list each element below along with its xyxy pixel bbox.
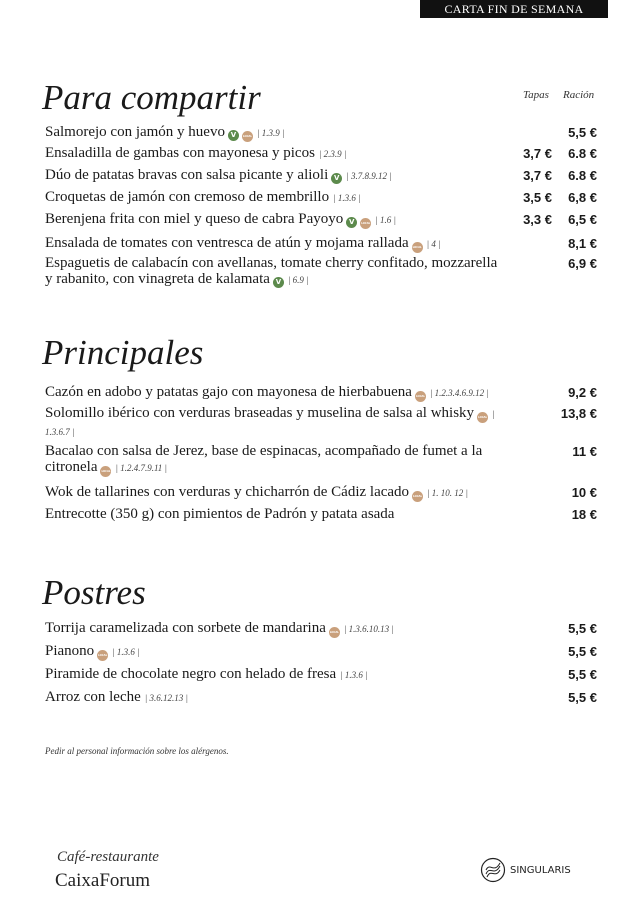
price-racion: 11 € <box>572 444 597 459</box>
price-racion: 6,9 € <box>568 256 597 271</box>
menu-item <box>45 620 505 638</box>
local-product-icon: LOCAL <box>329 627 340 638</box>
menu-item <box>45 384 505 402</box>
price-racion: 5,5 € <box>568 125 597 140</box>
item-name: Berenjena frita con miel y queso de cabra Payoyo <box>45 211 344 227</box>
item-name: Pianono <box>45 643 95 659</box>
local-product-icon: LOCAL <box>242 131 253 142</box>
menu-item <box>45 189 505 206</box>
menu-item <box>45 666 505 683</box>
vegetarian-icon: V <box>273 277 284 288</box>
item-name: Solomillo ibérico con verduras braseadas y muselina de salsa al whisky <box>45 405 475 421</box>
local-product-icon: LOCAL <box>412 242 423 253</box>
menu-item <box>45 484 505 502</box>
item-name: Piramide de chocolate negro con helado de fresa <box>45 666 337 682</box>
price-racion: 9,2 € <box>568 385 597 400</box>
menu-item <box>45 643 505 661</box>
item-allergens: | 1.3.6 | <box>333 193 361 203</box>
item-name: Espaguetis de calabacín con avellanas, tomate cherry confitado, mozzarella y rabanito, con vinagreta de kalamata <box>45 255 498 287</box>
menu-item <box>45 167 505 184</box>
item-name: Arroz con leche <box>45 689 141 705</box>
item-allergens: | 1.3.6.7 | <box>45 409 495 437</box>
local-product-icon: LOCAL <box>97 650 108 661</box>
vegetarian-icon: V <box>346 217 357 228</box>
price-tapas: 3,7 € <box>523 146 552 161</box>
item-allergens: | 6.9 | <box>287 275 309 285</box>
price-racion: 6,5 € <box>568 212 597 227</box>
item-allergens: | 1.6 | <box>375 215 396 225</box>
price-racion: 8,1 € <box>568 236 597 251</box>
price-racion: 5,5 € <box>568 644 597 659</box>
item-name: Dúo de patatas bravas con salsa picante y alioli <box>45 167 329 183</box>
local-product-icon: LOCAL <box>477 412 488 423</box>
menu-item <box>45 443 505 477</box>
item-allergens: | 1.3.9 | <box>256 128 285 138</box>
menu-item <box>45 506 505 522</box>
item-name: Ensaladilla de gambas con mayonesa y picos <box>45 145 315 161</box>
price-tapas: 3,7 € <box>523 168 552 183</box>
item-allergens: | 2.3.9 | <box>318 149 347 159</box>
item-name: Wok de tallarines con verduras y chicharrón de Cádiz lacado <box>45 484 410 500</box>
section-title: Principales <box>42 333 204 372</box>
item-allergens: | 3.7.8.9.12 | <box>346 171 392 181</box>
column-tapas: Tapas <box>523 89 549 101</box>
price-racion: 13,8 € <box>560 406 597 421</box>
price-racion: 18 € <box>571 507 597 522</box>
local-product-icon: LOCAL <box>100 466 111 477</box>
menu-header-label: CARTA FIN DE SEMANA <box>420 0 608 18</box>
price-racion: 6.8 € <box>568 168 597 183</box>
partner-name: SINGULARIS <box>510 864 571 876</box>
item-name: Salmorejo con jamón y huevo <box>45 124 225 140</box>
brand-logo: CaixaForum <box>55 870 150 891</box>
item-name: Croquetas de jamón con cremoso de membrillo <box>45 189 330 205</box>
item-name: Cazón en adobo y patatas gajo con mayonesa de hierbabuena <box>45 384 412 400</box>
section-title: Postres <box>42 573 146 612</box>
item-allergens: | 1.3.6 | <box>340 670 368 680</box>
item-name: Entrecotte (350 g) con pimientos de Padrón y patata asada <box>45 506 395 522</box>
menu-item <box>45 235 505 253</box>
price-tapas: 3,3 € <box>523 212 552 227</box>
section-title: Para compartir <box>42 78 261 117</box>
item-allergens: | 1.3.6 | <box>112 647 140 657</box>
price-racion: 5,5 € <box>568 667 597 682</box>
item-name: Bacalao con salsa de Jerez, base de espinacas, acompañado de fumet a la citronela <box>45 443 483 475</box>
cafe-label: Café-restaurante <box>57 849 159 865</box>
item-allergens: | 3.6.12.13 | <box>144 693 188 703</box>
item-name: Ensalada de tomates con ventresca de atún y mojama rallada <box>45 235 409 251</box>
item-allergens: | 1.3.6.10.13 | <box>343 624 394 634</box>
item-allergens: | 4 | <box>426 239 441 249</box>
singularis-icon <box>480 857 506 883</box>
price-tapas: 3,5 € <box>523 190 552 205</box>
menu-item <box>45 405 505 440</box>
menu-item <box>45 145 505 162</box>
menu-item <box>45 124 505 142</box>
local-product-icon: LOCAL <box>412 491 423 502</box>
allergen-note: Pedir al personal información sobre los alérgenos. <box>45 746 229 756</box>
item-allergens: | 1.2.3.4.6.9.12 | <box>429 388 489 398</box>
partner-logo <box>480 857 571 883</box>
vegetarian-icon: V <box>228 130 239 141</box>
price-racion: 6,8 € <box>568 190 597 205</box>
vegetarian-icon: V <box>331 173 342 184</box>
item-name: Torrija caramelizada con sorbete de mandarina <box>45 620 326 636</box>
local-product-icon: LOCAL <box>415 391 426 402</box>
menu-item <box>45 689 505 706</box>
column-racion: Ración <box>563 89 595 101</box>
item-allergens: | 1. 10. 12 | <box>427 488 469 498</box>
item-allergens: | 1.2.4.7.9.11 | <box>115 463 168 473</box>
local-product-icon: LOCAL <box>360 218 371 229</box>
price-racion: 5,5 € <box>568 621 597 636</box>
price-racion: 10 € <box>571 485 597 500</box>
menu-item <box>45 211 505 229</box>
price-racion: 5,5 € <box>568 690 597 705</box>
menu-item <box>45 255 505 288</box>
price-racion: 6.8 € <box>568 146 597 161</box>
